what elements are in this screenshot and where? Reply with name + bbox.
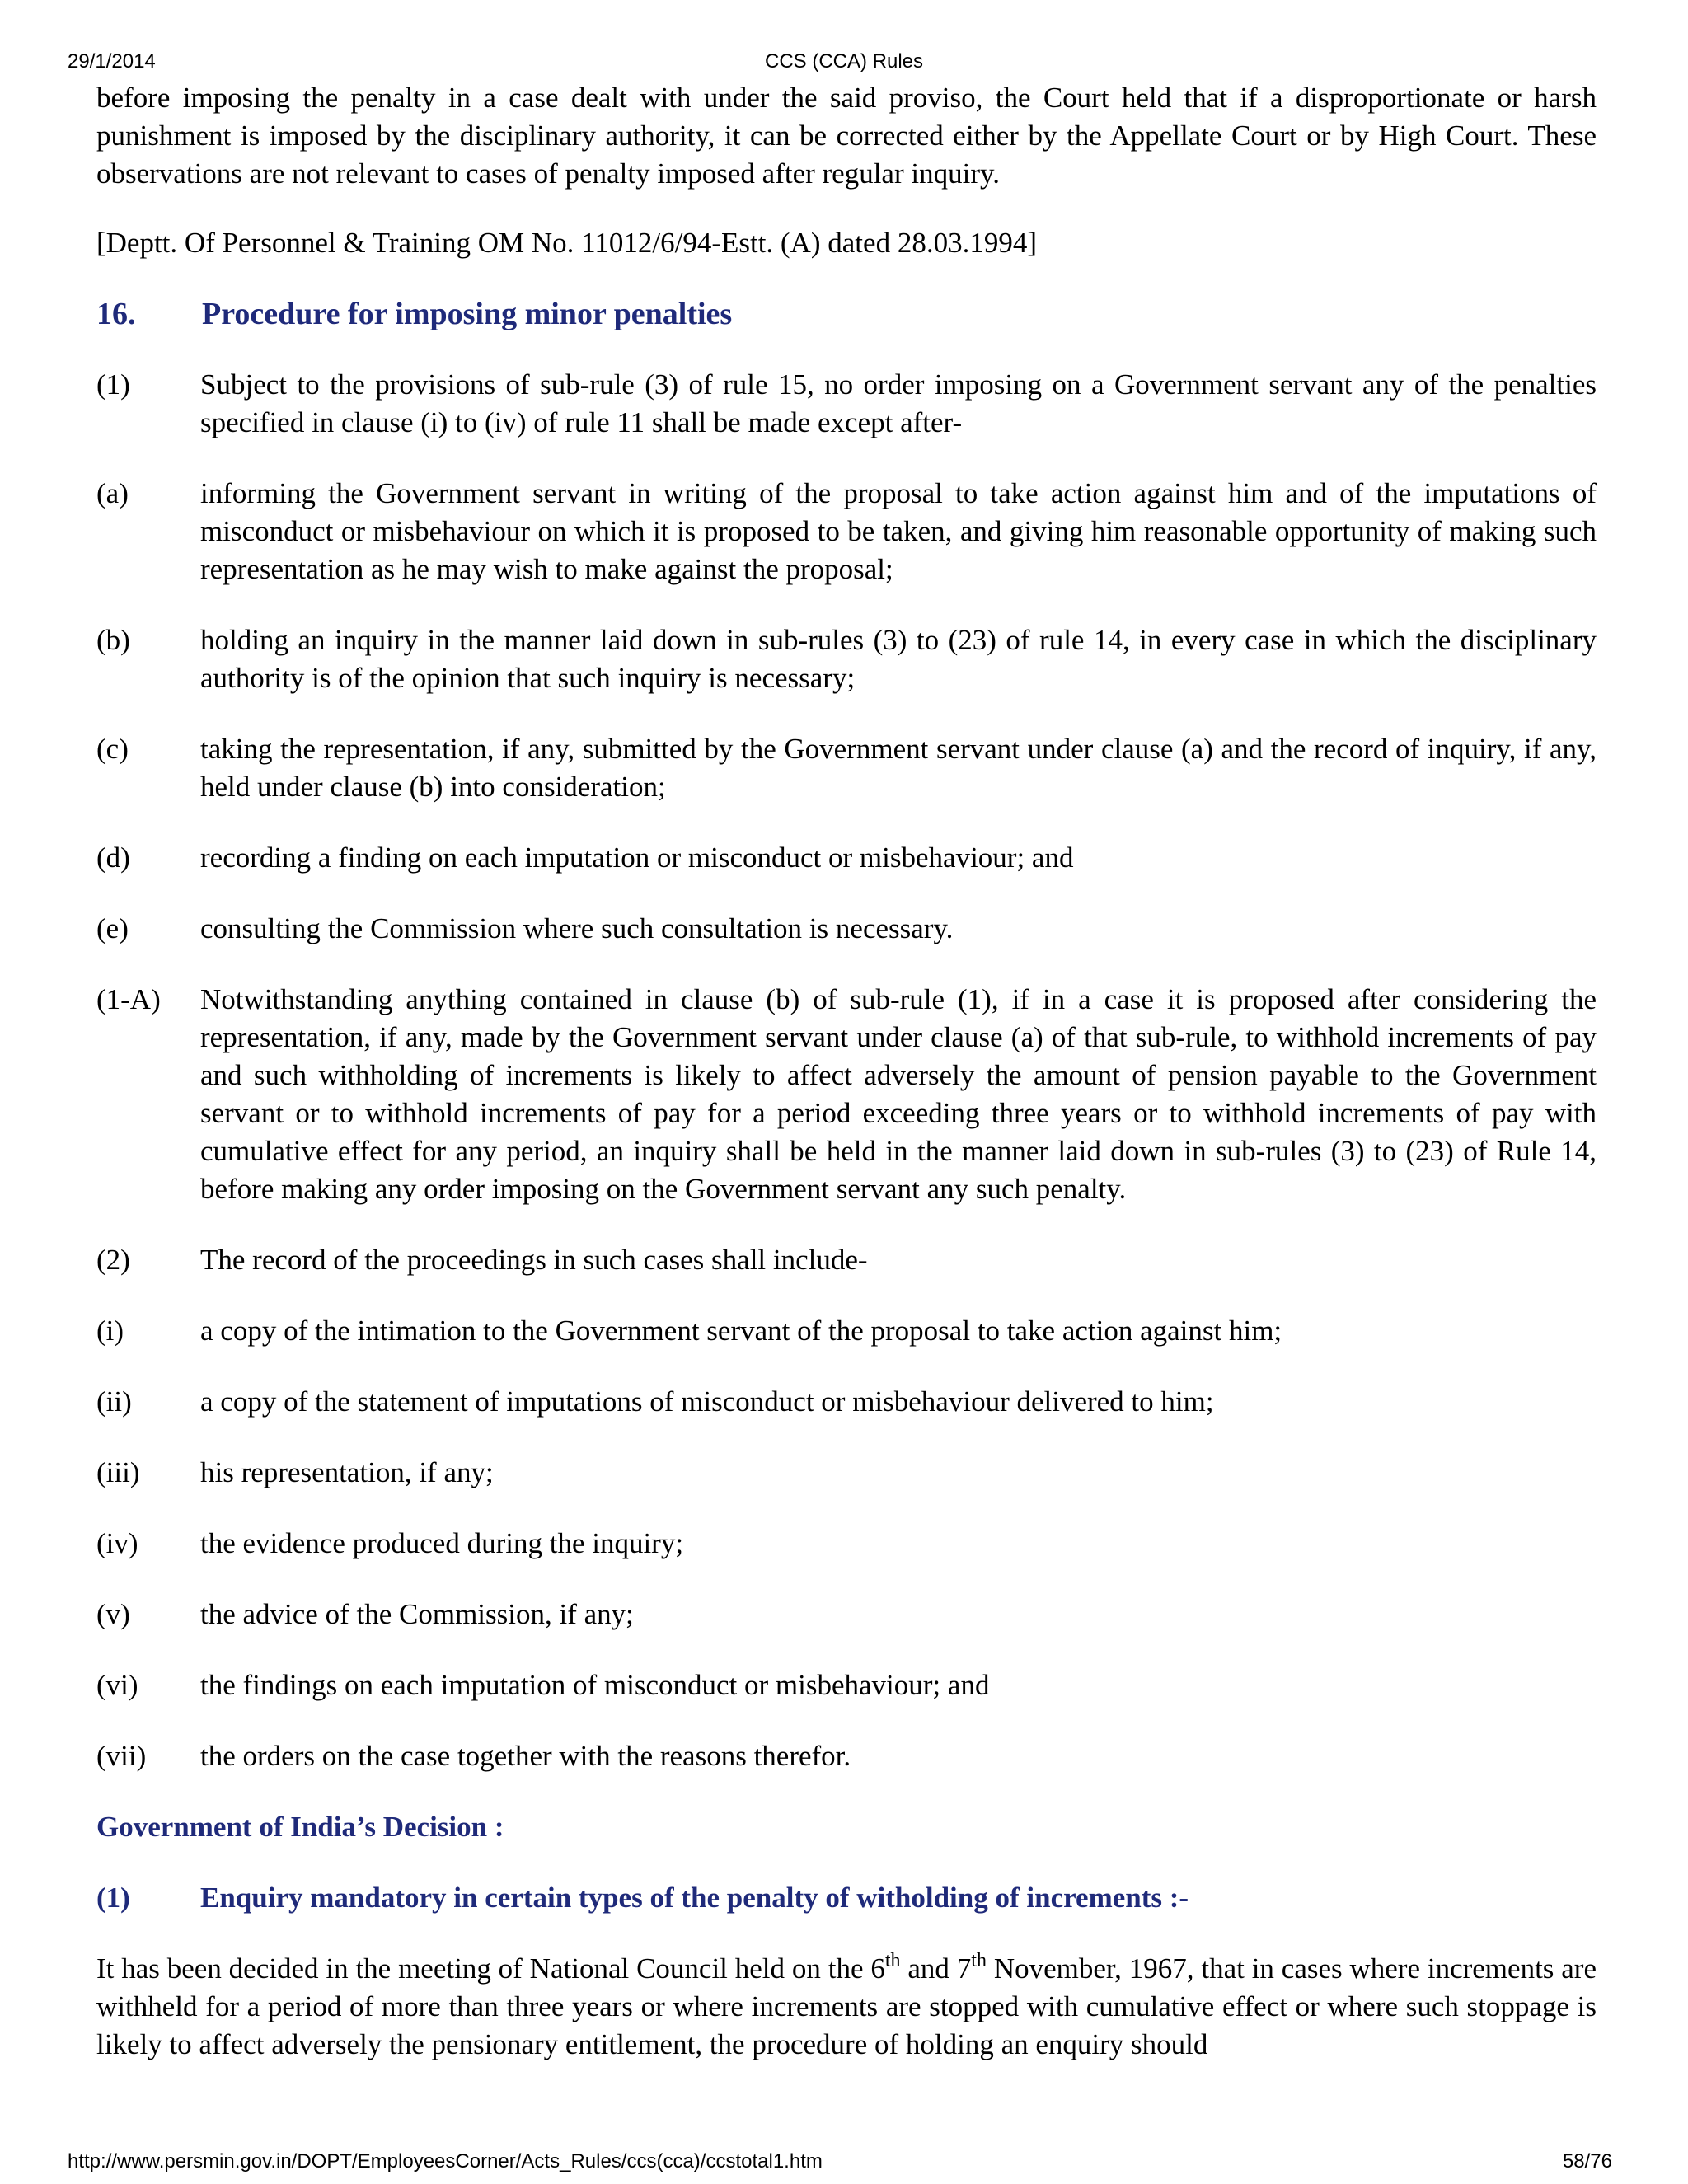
- clause-text: The record of the proceedings in such cases shall include-: [200, 1244, 868, 1276]
- clause-vii: [96, 1737, 1597, 1775]
- clause-vi: [96, 1666, 1597, 1704]
- clause-d: [96, 839, 1597, 877]
- clause-iii: [96, 1454, 1597, 1492]
- clause-2: [96, 1241, 1597, 1279]
- clause-a: [96, 475, 1597, 588]
- clause-label: (iii): [96, 1456, 140, 1488]
- clause-label: (c): [96, 733, 129, 765]
- clause-text: the advice of the Commission, if any;: [200, 1598, 634, 1630]
- section-heading: [96, 295, 1597, 333]
- decision-item-heading: [96, 1879, 1597, 1917]
- clause-text: a copy of the intimation to the Government servant of the proposal to take action against him;: [200, 1315, 1282, 1347]
- decision-title: Government of India’s Decision :: [96, 1811, 504, 1843]
- print-date: 29/1/2014: [68, 50, 156, 73]
- decision-item-number: (1): [96, 1882, 130, 1914]
- clause-ii: [96, 1383, 1597, 1421]
- page-number: 58/76: [1562, 2150, 1612, 2172]
- clause-label: (b): [96, 624, 130, 656]
- clause-text: a copy of the statement of imputations of misconduct or misbehaviour delivered to him;: [200, 1385, 1214, 1418]
- clause-label: (1): [96, 368, 130, 401]
- clause-list: [96, 366, 1597, 1775]
- clause-text: consulting the Commission where such consultation is necessary.: [200, 912, 954, 944]
- clause-text: Notwithstanding anything contained in clause (b) of sub-rule (1), if in a case it is proposed after considering the representation, if any, made by the Government servant under clause (a) of that sub-rule, to withhold increments of pay and such withholding of increments is likely to affect adversely the amount of pension payable to the Government servant or to withhold increments of pay for a period exceeding three years or to withhold increments of pay with cumulative effect for any period, an inquiry shall be held in the manner laid down in sub-rules (3) to (23) of Rule 14, before making any order imposing on the Government servant any such penalty.: [200, 983, 1597, 1205]
- clause-label: (i): [96, 1315, 124, 1347]
- section-title: Procedure for imposing minor penalties: [202, 297, 733, 331]
- clause-v: [96, 1596, 1597, 1633]
- ordinal-suffix: th: [971, 1950, 987, 1971]
- clause-label: (vii): [96, 1740, 147, 1772]
- clause-text: the orders on the case together with the reasons therefor.: [200, 1740, 851, 1772]
- clause-c: [96, 730, 1597, 806]
- intro-paragraph: before imposing the penalty in a case dealt with under the said proviso, the Court held that if a disproportionate or harsh punishment is imposed by the disciplinary authority, it can be corrected either by the Appellate Court or by High Court. These observations are not relevant to cases of penalty imposed after regular inquiry.: [96, 82, 1597, 190]
- ordinal-suffix: th: [884, 1950, 901, 1971]
- clause-label: (e): [96, 912, 129, 944]
- print-title: CCS (CCA) Rules: [764, 50, 924, 73]
- clause-text: Subject to the provisions of sub-rule (3) of rule 15, no order imposing on a Government servant any of the penalties specified in clause (i) to (iv) of rule 11 shall be made except after-: [200, 368, 1597, 438]
- clause-label: (iv): [96, 1527, 138, 1559]
- clause-text: his representation, if any;: [200, 1456, 494, 1488]
- om-reference: [Deptt. Of Personnel & Training OM No. 11012/6/94-Estt. (A) dated 28.03.1994]: [96, 227, 1037, 259]
- page-url: http://www.persmin.gov.in/DOPT/EmployeesCorner/Acts_Rules/ccs(cca)/ccstotal1.htm: [68, 2150, 823, 2172]
- clause-text: the findings on each imputation of misconduct or misbehaviour; and: [200, 1669, 990, 1701]
- clause-1: [96, 366, 1597, 442]
- clause-e: [96, 910, 1597, 948]
- decision-text-part1: It has been decided in the meeting of National Council held on the 6: [96, 1952, 885, 1985]
- clause-text: informing the Government servant in writing of the proposal to take action against him and of the imputations of misconduct or misbehaviour on which it is proposed to be taken, and giving him reasonable opportunity of making such representation as he may wish to make against the proposal;: [200, 477, 1597, 585]
- clause-iv: [96, 1525, 1597, 1563]
- clause-label: (ii): [96, 1385, 132, 1418]
- decision-text-part3: November, 1967, that in cases where increments are withheld for a period of more than three years or where increments are stopped with cumulative effect or where such stoppage is likely to affect adversely the pensionary entitlement, the procedure of holding an enquiry should: [96, 1952, 1597, 2060]
- clause-label: (v): [96, 1598, 130, 1630]
- decision-text-part2: and 7: [900, 1952, 972, 1985]
- document-body: [96, 79, 1597, 2064]
- clause-label: (a): [96, 477, 129, 509]
- clause-i: [96, 1312, 1597, 1350]
- clause-text: holding an inquiry in the manner laid down in sub-rules (3) to (23) of rule 14, in every case in which the disciplinary authority is of the opinion that such inquiry is necessary;: [200, 624, 1597, 694]
- print-footer: [68, 2143, 1620, 2172]
- decision-item-title: Enquiry mandatory in certain types of the penalty of witholding of increments :-: [200, 1882, 1189, 1914]
- clause-label: (2): [96, 1244, 130, 1276]
- clause-label: (vi): [96, 1669, 138, 1701]
- section-number: 16.: [96, 297, 136, 331]
- clause-text: taking the representation, if any, submitted by the Government servant under clause (a) and the record of inquiry, if any, held under clause (b) into consideration;: [200, 733, 1597, 803]
- clause-text: recording a finding on each imputation or misconduct or misbehaviour; and: [200, 841, 1074, 874]
- clause-b: [96, 621, 1597, 697]
- clause-text: the evidence produced during the inquiry;: [200, 1527, 684, 1559]
- print-header: [68, 43, 1620, 76]
- clause-label: (d): [96, 841, 130, 874]
- clause-label: (1-A): [96, 983, 161, 1015]
- decision-paragraph: [96, 1950, 1597, 2064]
- clause-1a: [96, 981, 1597, 1208]
